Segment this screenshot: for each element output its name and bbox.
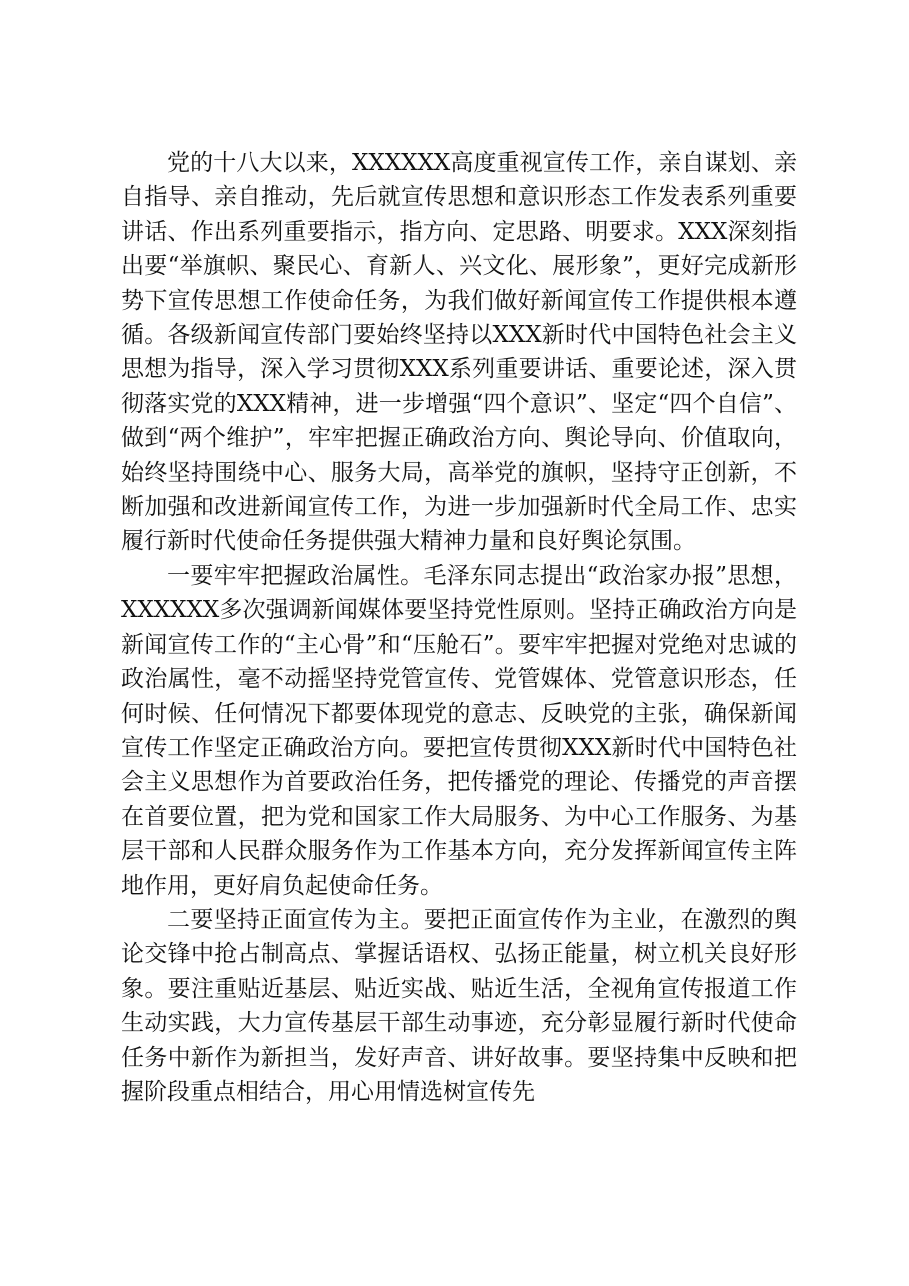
document-body xyxy=(121,146,797,1109)
paragraph-positive-publicity: 二要坚持正面宣传为主。要把正面宣传作为主业，在激烈的舆论交锋中抢占制高点、掌握话语权、弘扬正能量，树立机关良好形象。要注重贴近基层、贴近实战、贴近生活，全视角宣传报道工作生动实践，大力宣传基层干部生动事迹，充分彰显履行新时代使命任务中新作为新担当，发好声音、讲好故事。要坚持集中反映和把握阶段重点相结合，用心用情选树宣传先 xyxy=(121,906,797,1105)
paragraph-political-attribute: 一要牢牢把握政治属性。毛泽东同志提出“政治家办报”思想，XXXXXX多次强调新闻媒体要坚持党性原则。坚持正确政治方向是新闻宣传工作的“主心骨”和“压舱石”。要牢牢把握对党绝对忠诚的政治属性，毫不动摇坚持党管宣传、党管媒体、党管意识形态，任何时候、任何情况下都要体现党的意志、反映党的主张，确保新闻宣传工作坚定正确政治方向。要把宣传贯彻XXX新时代中国特色社会主义思想作为首要政治任务，把传播党的理论、传播党的声音摆在首要位置，把为党和国家工作大局服务、为中心工作服务、为基层干部和人民群众服务作为工作基本方向，充分发挥新闻宣传主阵地作用，更好肩负起使命任务。 xyxy=(121,562,797,899)
paragraph-intro: 党的十八大以来，XXXXXX高度重视宣传工作，亲自谋划、亲自指导、亲自推动，先后就宣传思想和意识形态工作发表系列重要讲话、作出系列重要指示，指方向、定思路、明要求。XXX深刻指出要“举旗帜、聚民心、育新人、兴文化、展形象”，更好完成新形势下宣传思想工作使命任务，为我们做好新闻宣传工作提供根本遵循。各级新闻宣传部门要始终坚持以XXX新时代中国特色社会主义思想为指导，深入学习贯彻XXX系列重要讲话、重要论述，深入贯彻落实党的XXX精神，进一步增强“四个意识”、坚定“四个自信”、做到“两个维护”，牢牢把握正确政治方向、舆论导向、价值取向，始终坚持围绕中心、服务大局，高举党的旗帜，坚持守正创新，不断加强和改进新闻宣传工作，为进一步加强新时代全局工作、忠实履行新时代使命任务提供强大精神力量和良好舆论氛围。 xyxy=(121,150,797,555)
